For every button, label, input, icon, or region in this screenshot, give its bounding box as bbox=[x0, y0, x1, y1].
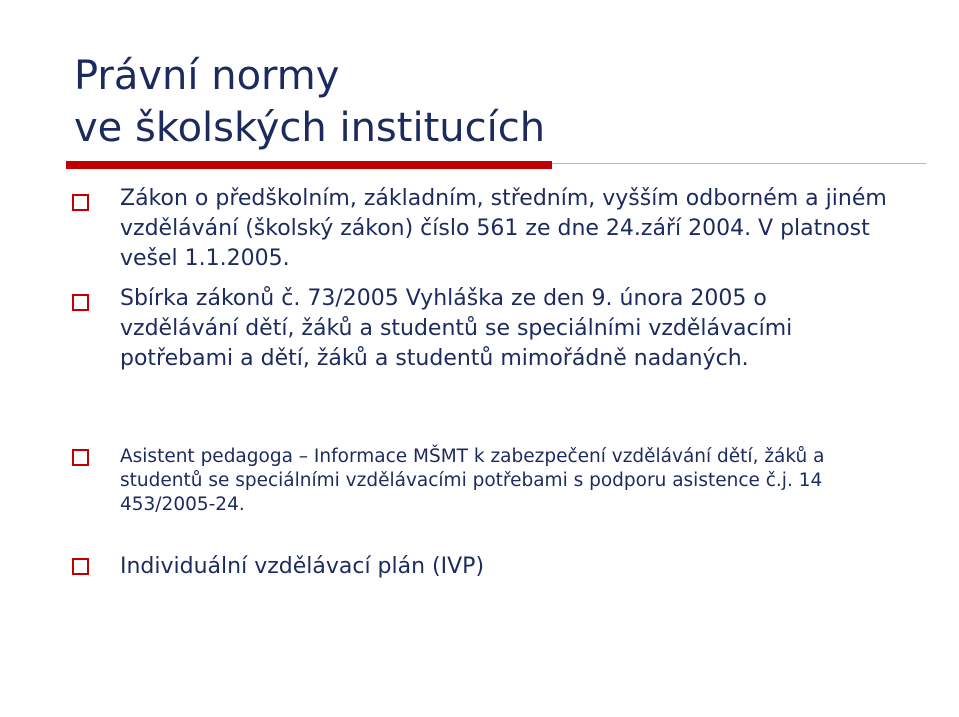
bullet-text: Zákon o předškolním, základním, středním, vyšším odborném a jiném vzdělávání (školský zákon) číslo 561 ze dne 24.září 2004. V platnost vešel 1.1.2005. bbox=[120, 186, 887, 271]
square-bullet-icon bbox=[72, 449, 89, 466]
square-bullet-icon bbox=[72, 294, 89, 311]
title-accent-bar bbox=[66, 161, 552, 169]
slide-title bbox=[74, 50, 545, 154]
bullet-text: Asistent pedagoga – Informace MŠMT k zabezpečení vzdělávání dětí, žáků a studentů se speciálními vzdělávacími potřebami s podporu asistence č.j. 14 453/2005-24. bbox=[120, 446, 825, 515]
slide-title-line-1: Právní normy bbox=[74, 53, 340, 99]
bullet-text: Sbírka zákonů č. 73/2005 Vyhláška ze den 9. února 2005 o vzdělávání dětí, žáků a studentů se speciálními vzdělávacími potřebami a dětí, žáků a studentů mimořádně nadaných. bbox=[120, 286, 793, 371]
bullet-text: Individuální vzdělávací plán (IVP) bbox=[120, 554, 485, 579]
square-bullet-icon bbox=[72, 558, 89, 575]
square-bullet-icon bbox=[72, 194, 89, 211]
slide-title-line-2: ve školských institucích bbox=[74, 105, 546, 151]
